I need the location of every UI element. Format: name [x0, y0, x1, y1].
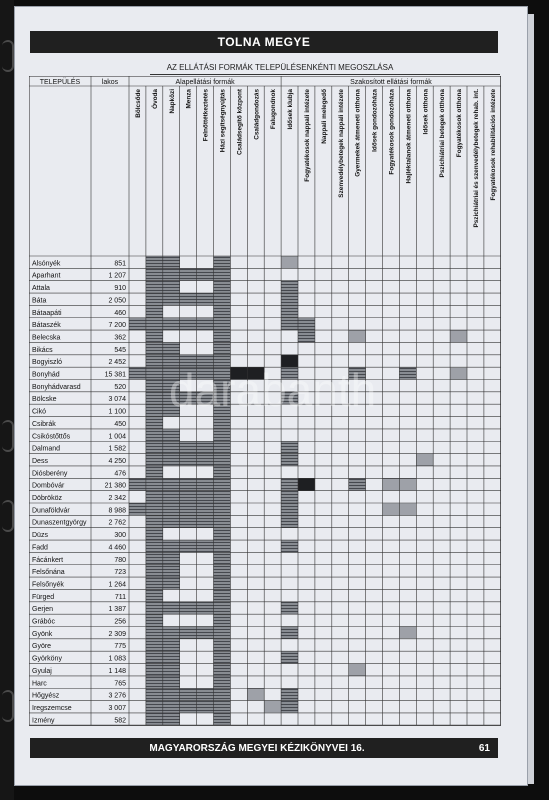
shaded-cell: [281, 602, 298, 614]
table-title-rule: [150, 74, 500, 75]
shaded-cell: [163, 639, 180, 651]
population-value: 450: [114, 420, 126, 428]
shaded-cell: [146, 256, 163, 268]
population-value: 2 762: [108, 519, 126, 527]
shaded-cell: [146, 355, 163, 367]
table-grid: [29, 76, 501, 732]
shaded-cell: [416, 454, 433, 466]
shaded-cell: [163, 701, 180, 713]
population-value: 582: [114, 717, 126, 725]
watermark: darabanth: [169, 364, 377, 416]
basic-services-group-header: Alapellátási formák: [175, 79, 235, 86]
shaded-cell: [180, 454, 197, 466]
shaded-cell: [197, 627, 214, 639]
shaded-cell: [163, 491, 180, 503]
population-value: 1 083: [108, 655, 126, 663]
shaded-cell: [180, 491, 197, 503]
settlement-name: Felsőnána: [32, 569, 65, 577]
binder-edge: [0, 0, 14, 800]
population-value: 8 988: [108, 507, 126, 515]
settlement-name: Dunaszentgyörgy: [32, 519, 87, 527]
shaded-cell: [214, 293, 231, 305]
shaded-cell: [146, 305, 163, 317]
shaded-cell: [146, 466, 163, 478]
shaded-cell: [146, 515, 163, 527]
shaded-cell: [214, 614, 231, 626]
shaded-cell: [214, 651, 231, 663]
population-value: 1 004: [108, 433, 126, 441]
settlement-name: Düzs: [32, 532, 48, 540]
shaded-cell: [450, 330, 467, 342]
shaded-cell: [146, 540, 163, 552]
shaded-cell: [197, 268, 214, 280]
service-column-header: Nappali melegedő: [320, 89, 328, 144]
shaded-cell: [214, 701, 231, 713]
shaded-cell: [180, 441, 197, 453]
shaded-cell: [197, 602, 214, 614]
shaded-cell: [281, 540, 298, 552]
shaded-cell: [197, 503, 214, 515]
settlement-name: Csikóstőttős: [32, 433, 71, 441]
settlement-name: Dalmand: [32, 445, 61, 453]
shaded-cell: [197, 293, 214, 305]
shaded-cell: [146, 713, 163, 725]
shaded-cell: [146, 342, 163, 354]
shaded-cell: [146, 701, 163, 713]
shaded-cell: [298, 478, 315, 490]
shaded-cell: [163, 565, 180, 577]
shaded-cell: [163, 318, 180, 330]
shaded-cell: [146, 441, 163, 453]
population-value: 2 452: [108, 359, 126, 367]
shaded-cell: [146, 614, 163, 626]
service-column-header: Felnőttétkeztetés: [202, 89, 210, 142]
population-column-header: lakos: [101, 79, 119, 86]
shaded-cell: [146, 392, 163, 404]
service-column-header: Hajléktalanok átmeneti otthona: [405, 89, 413, 184]
settlement-name: Döbrököz: [32, 495, 62, 502]
settlement-name: Dunaföldvár: [32, 507, 70, 515]
shaded-cell: [146, 503, 163, 515]
shaded-cell: [163, 293, 180, 305]
service-column-header: Pszichiátriai és szenvedélybetegek rehab. int.: [472, 89, 480, 228]
shaded-cell: [146, 429, 163, 441]
service-column-header: Idősek gondozóháza: [371, 89, 379, 152]
settlement-name: Dess: [32, 457, 48, 465]
binder-ring: [2, 500, 14, 532]
population-value: 256: [114, 618, 126, 626]
population-value: 1 264: [108, 581, 126, 589]
settlement-name: Csibrák: [32, 420, 56, 428]
county-header: [30, 31, 498, 53]
specialised-services-group-header: Szakosított ellátási formák: [350, 79, 432, 86]
population-value: 3 074: [108, 396, 126, 404]
shaded-cell: [264, 701, 281, 713]
population-value: 2 309: [108, 630, 126, 638]
shaded-cell: [214, 589, 231, 601]
page-number: 61: [478, 742, 490, 754]
service-column-header: Menza: [185, 89, 193, 109]
shaded-cell: [180, 627, 197, 639]
shaded-cell: [180, 293, 197, 305]
shaded-cell: [163, 627, 180, 639]
shaded-cell: [298, 318, 315, 330]
population-value: 460: [114, 309, 126, 317]
shaded-cell: [146, 589, 163, 601]
shaded-cell: [163, 454, 180, 466]
settlement-name: Bonyhád: [32, 371, 60, 379]
shaded-cell: [163, 256, 180, 268]
shaded-cell: [146, 330, 163, 342]
shaded-cell: [163, 281, 180, 293]
shaded-cell: [399, 478, 416, 490]
shaded-cell: [146, 318, 163, 330]
shaded-cell: [214, 342, 231, 354]
shaded-cell: [146, 528, 163, 540]
shaded-cell: [146, 491, 163, 503]
shaded-cell: [180, 503, 197, 515]
service-column-header: Óvoda: [151, 89, 159, 109]
shaded-cell: [163, 552, 180, 564]
service-column-header: Napközi: [168, 89, 176, 114]
shaded-cell: [247, 688, 264, 700]
shaded-cell: [129, 478, 146, 490]
shaded-cell: [146, 627, 163, 639]
shaded-cell: [214, 268, 231, 280]
shaded-cell: [349, 330, 366, 342]
shaded-cell: [146, 664, 163, 676]
shaded-cell: [163, 478, 180, 490]
shaded-cell: [281, 454, 298, 466]
binder-ring: [2, 690, 14, 722]
shaded-cell: [146, 676, 163, 688]
shaded-cell: [180, 688, 197, 700]
shaded-cell: [349, 664, 366, 676]
shaded-cell: [214, 441, 231, 453]
population-value: 851: [114, 260, 126, 268]
shaded-cell: [214, 602, 231, 614]
shaded-cell: [163, 713, 180, 725]
shaded-cell: [146, 417, 163, 429]
page-edge: [528, 14, 534, 784]
binder-ring: [2, 420, 14, 452]
population-value: 15 381: [104, 371, 126, 379]
service-column-header: Gyermekek átmeneti otthona: [354, 89, 362, 177]
shaded-cell: [281, 281, 298, 293]
shaded-cell: [146, 268, 163, 280]
settlement-name: Dombóvár: [32, 482, 65, 490]
service-column-header: Szenvedélybetegek nappali intézete: [337, 89, 345, 198]
shaded-cell: [197, 491, 214, 503]
shaded-cell: [129, 318, 146, 330]
shaded-cell: [214, 466, 231, 478]
settlement-name: Bölcske: [32, 396, 57, 404]
settlement-column-header: TELEPÜLÉS: [39, 79, 81, 86]
shaded-cell: [383, 503, 400, 515]
shaded-cell: [450, 367, 467, 379]
shaded-cell: [180, 701, 197, 713]
shaded-cell: [129, 503, 146, 515]
shaded-cell: [163, 676, 180, 688]
shaded-cell: [163, 515, 180, 527]
settlement-name: Diósberény: [32, 470, 68, 478]
shaded-cell: [180, 515, 197, 527]
shaded-cell: [197, 454, 214, 466]
service-column-header: Házi segítségnyújtás: [219, 89, 227, 153]
shaded-cell: [163, 441, 180, 453]
shaded-cell: [214, 515, 231, 527]
settlement-name: Iregszemcse: [32, 704, 72, 712]
settlement-name: Bátaszék: [32, 322, 61, 330]
shaded-cell: [214, 552, 231, 564]
shaded-cell: [214, 664, 231, 676]
shaded-cell: [214, 713, 231, 725]
footer-title: MAGYARORSZÁG MEGYEI KÉZIKÖNYVEI 16.: [149, 742, 365, 754]
settlement-name: Bonyhádvarasd: [32, 383, 81, 391]
shaded-cell: [163, 268, 180, 280]
shaded-cell: [163, 688, 180, 700]
shaded-cell: [214, 639, 231, 651]
population-value: 711: [114, 593, 126, 601]
settlement-name: Felsőnyék: [32, 581, 64, 589]
settlement-name: Attala: [32, 285, 50, 293]
shaded-cell: [399, 367, 416, 379]
population-value: 4 460: [108, 544, 126, 552]
shaded-cell: [180, 478, 197, 490]
shaded-cell: [180, 318, 197, 330]
population-value: 775: [114, 643, 126, 651]
data-table: [29, 76, 501, 737]
settlement-name: Gyulaj: [32, 667, 52, 675]
shaded-cell: [214, 540, 231, 552]
shaded-cell: [146, 651, 163, 663]
shaded-cell: [163, 651, 180, 663]
shaded-cell: [281, 688, 298, 700]
settlement-name: Györe: [32, 643, 52, 651]
shaded-cell: [163, 342, 180, 354]
population-value: 910: [114, 285, 126, 293]
settlement-name: Györköny: [32, 655, 62, 663]
shaded-cell: [214, 429, 231, 441]
shaded-cell: [163, 429, 180, 441]
shaded-cell: [281, 478, 298, 490]
service-column-header: Fogyatékosok gondozóháza: [388, 89, 396, 175]
settlement-name: Belecska: [32, 334, 61, 342]
shaded-cell: [180, 540, 197, 552]
shaded-cell: [146, 404, 163, 416]
population-value: 362: [114, 334, 126, 342]
settlement-name: Harc: [32, 680, 47, 688]
service-column-header: Családsegítő központ: [236, 89, 244, 156]
population-value: 1 100: [108, 408, 126, 416]
shaded-cell: [163, 602, 180, 614]
population-value: 1 387: [108, 606, 126, 614]
settlement-name: Gyönk: [32, 630, 53, 638]
population-value: 1 148: [108, 667, 126, 675]
shaded-cell: [399, 627, 416, 639]
shaded-cell: [281, 651, 298, 663]
population-value: 723: [114, 569, 126, 577]
settlement-name: Bátaapáti: [32, 309, 62, 317]
table-title: AZ ELLÁTÁSI FORMÁK TELEPÜLÉSENKÉNTI MEGOSZLÁSA: [166, 63, 394, 72]
shaded-cell: [163, 664, 180, 676]
settlement-name: Izmény: [32, 717, 55, 725]
settlement-name: Alsónyék: [32, 260, 61, 268]
shaded-cell: [146, 688, 163, 700]
shaded-cell: [197, 688, 214, 700]
shaded-cell: [146, 293, 163, 305]
shaded-cell: [146, 602, 163, 614]
shaded-cell: [214, 330, 231, 342]
shaded-cell: [214, 565, 231, 577]
settlement-name: Cikó: [32, 408, 47, 416]
shaded-cell: [214, 491, 231, 503]
shaded-cell: [214, 688, 231, 700]
shaded-cell: [197, 515, 214, 527]
shaded-cell: [281, 305, 298, 317]
service-column-header: Idősek otthona: [422, 89, 430, 135]
shaded-cell: [281, 515, 298, 527]
settlement-name: Bikács: [32, 346, 53, 354]
shaded-cell: [281, 256, 298, 268]
footer-bar: [30, 738, 498, 758]
shaded-cell: [146, 552, 163, 564]
shaded-cell: [214, 454, 231, 466]
shaded-cell: [146, 565, 163, 577]
county-title: TOLNA MEGYE: [217, 35, 311, 49]
population-value: 300: [114, 532, 126, 540]
population-value: 2 342: [108, 495, 126, 502]
shaded-cell: [298, 330, 315, 342]
service-column-header: Bölcsőde: [134, 89, 142, 118]
shaded-cell: [214, 281, 231, 293]
population-value: 21 380: [104, 482, 126, 490]
shaded-cell: [214, 676, 231, 688]
shaded-cell: [214, 503, 231, 515]
shaded-cell: [197, 478, 214, 490]
population-value: 3 276: [108, 692, 126, 700]
shaded-cell: [146, 281, 163, 293]
settlement-name: Gerjen: [32, 606, 54, 614]
shaded-cell: [214, 478, 231, 490]
shaded-cell: [163, 503, 180, 515]
shaded-cell: [197, 540, 214, 552]
shaded-cell: [281, 503, 298, 515]
shaded-cell: [146, 639, 163, 651]
shaded-cell: [214, 256, 231, 268]
settlement-name: Fadd: [32, 544, 48, 552]
shaded-cell: [281, 701, 298, 713]
shaded-cell: [383, 478, 400, 490]
population-value: 7 200: [108, 322, 126, 330]
service-column-header: Pszichiátriai betegek otthona: [439, 89, 447, 178]
service-column-header: Fogyatékosok otthona: [456, 89, 464, 158]
population-value: 476: [114, 470, 126, 478]
shaded-cell: [129, 367, 146, 379]
shaded-cell: [281, 441, 298, 453]
shaded-cell: [146, 577, 163, 589]
settlement-name: Hőgyész: [32, 692, 60, 700]
shaded-cell: [281, 491, 298, 503]
shaded-cell: [197, 701, 214, 713]
shaded-cell: [214, 318, 231, 330]
binder-ring: [2, 40, 14, 72]
settlement-name: Fürged: [32, 593, 55, 601]
population-value: 520: [114, 383, 126, 391]
shaded-cell: [214, 627, 231, 639]
service-column-header: Fogyatékosok rehabilitációs intézete: [489, 88, 497, 201]
shaded-cell: [399, 503, 416, 515]
shaded-cell: [197, 441, 214, 453]
settlement-name: Aparhant: [32, 272, 61, 280]
service-column-header: Fogyatékosok nappali intézete: [303, 89, 311, 182]
population-value: 545: [114, 346, 126, 354]
shaded-cell: [281, 627, 298, 639]
service-column-header: Családgondozás: [253, 89, 261, 140]
population-value: 780: [114, 556, 126, 564]
population-value: 1 207: [108, 272, 126, 280]
service-column-header: Falugondnok: [270, 89, 278, 130]
settlement-name: Fácánkert: [32, 556, 64, 564]
settlement-name: Báta: [32, 297, 47, 305]
shaded-cell: [214, 305, 231, 317]
population-value: 1 582: [108, 445, 126, 453]
settlement-name: Bogyiszló: [32, 359, 62, 367]
shaded-cell: [281, 318, 298, 330]
shaded-cell: [214, 528, 231, 540]
population-value: 765: [114, 680, 126, 688]
population-value: 4 250: [108, 457, 126, 465]
shaded-cell: [146, 478, 163, 490]
shaded-cell: [197, 318, 214, 330]
population-value: 3 007: [108, 704, 126, 712]
shaded-cell: [349, 478, 366, 490]
shaded-cell: [180, 268, 197, 280]
shaded-cell: [214, 577, 231, 589]
shaded-cell: [281, 293, 298, 305]
shaded-cell: [146, 380, 163, 392]
shaded-cell: [214, 417, 231, 429]
shaded-cell: [163, 577, 180, 589]
shaded-cell: [146, 367, 163, 379]
shaded-cell: [146, 454, 163, 466]
shaded-cell: [163, 540, 180, 552]
shaded-cell: [180, 602, 197, 614]
population-value: 2 050: [108, 297, 126, 305]
settlement-name: Grábóc: [32, 618, 55, 626]
service-column-header: Idősek klubja: [287, 89, 295, 130]
